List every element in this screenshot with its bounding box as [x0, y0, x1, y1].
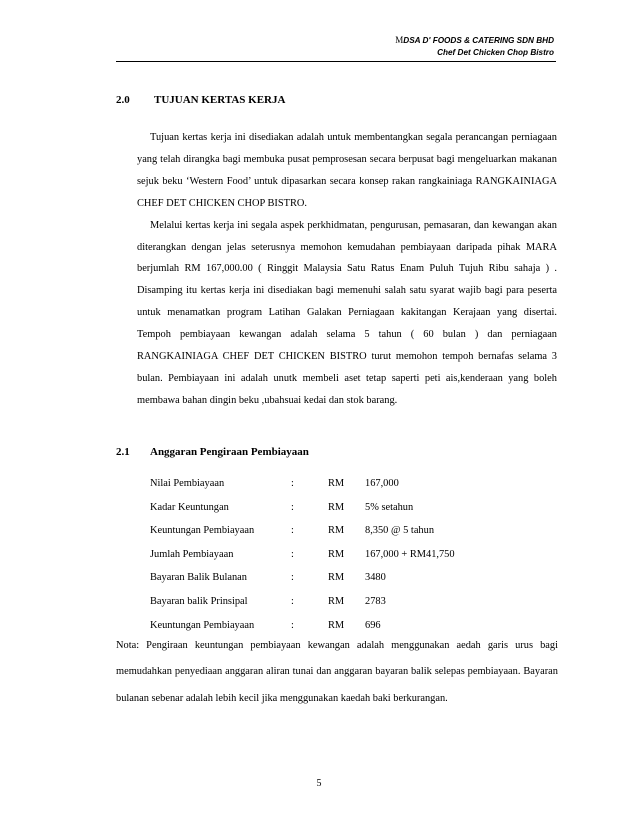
section-title: Anggaran Pengiraan Pembiayaan — [150, 446, 309, 458]
section-number: 2.0 — [116, 94, 130, 106]
section-2-0-body — [137, 127, 557, 412]
section-title: TUJUAN KERTAS KERJA — [154, 94, 286, 106]
section-number: 2.1 — [116, 446, 130, 458]
page-number: 5 — [316, 778, 322, 789]
header-company: MDSA D' FOODS & CATERING SDN BHD — [395, 35, 554, 45]
footnote: Nota: Pengiraan keuntungan pembiayaan kewangan adalah menggunakan aedah garis urus bagi memudahkan penyediaan anggaran aliran tunai dan anggaran bayaran balik selepas pembiayaan. Bayaran bulanan sebenar adalah lebih kecil jika menggunakan kaedah baki berkurangan. — [116, 640, 558, 704]
paragraph: Tujuan kertas kerja ini disediakan adalah untuk membentangkan segala perancangan perniagaan yang telah dirangka bagi membuka pusat pemprosesan secara berpusat bagi mengeluarkan makanan sejuk beku ‘Western Food’ untuk dipasarkan secara konsep rakan rangkainiaga RANGKAINIAGA CHEF DET CHICKEN CHOP BISTRO. — [137, 132, 557, 209]
paragraph: Melalui kertas kerja ini segala aspek perkhidmatan, pengurusan, pemasaran, dan kewangan akan diterangkan dengan jelas seterusnya memohon kemudahan pembiayaan daripada pihak MARA berjumlah RM 167,000.00 ( Ringgit Malaysia Satu Ratus Enam Puluh Tujuh Ribu sahaja ) . Disamping itu kertas kerja ini disediakan bagi memenuhi salah satu syarat wajib bagi para peserta untuk menamatkan program Latihan Galakan Perniagaan kakitangan Kerajaan yang disertai. Tempoh pembiayaan kewangan adalah selama 5 tahun ( 60 bulan ) dan perniagaan RANGKAINIAGA CHEF DET CHICKEN BISTRO turut memohon tempoh bernafas selama 3 bulan. Pembiayaan ini adalah unutk membeli aset tetap saperti peti ais,kenderaan yang boleh membawa bahan dingin beku ,ubahsuai kedai dan stok barang. — [137, 219, 557, 406]
header-rule — [116, 61, 556, 62]
header-subtitle: Chef Det Chicken Chop Bistro — [437, 48, 554, 57]
page-header — [395, 34, 554, 59]
